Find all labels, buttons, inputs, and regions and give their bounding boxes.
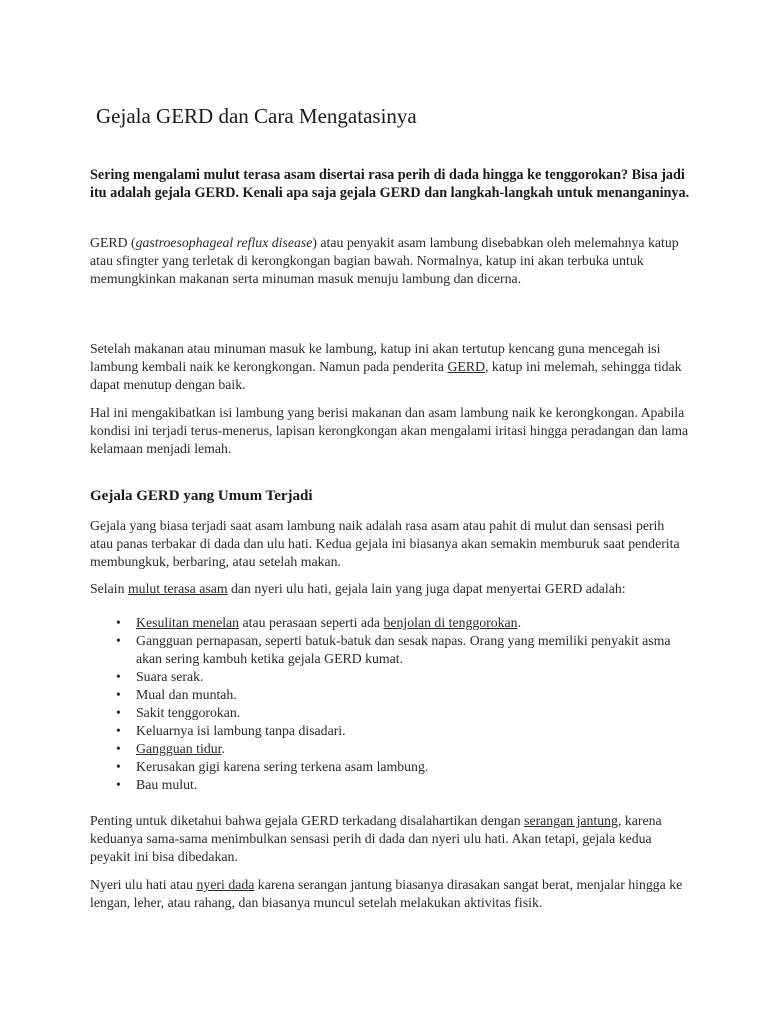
paragraph-common-symptoms: Gejala yang biasa terjadi saat asam lambung naik adalah rasa asam atau pahit di mulut dan sensasi perih atau panas terbakar di dada dan ulu hati. Kedua gejala ini biasanya akan semakin memburuk saat penderita membungkuk, berbaring, atau setelah makan. <box>90 518 680 569</box>
text: Suara serak. <box>136 669 204 684</box>
bullet-icon: • <box>116 723 121 738</box>
text: ) atau penyakit asam lambung disebabkan oleh melemahnya katup atau sfingter yang terletak di kerongkongan bagian bawah. Normalnya, katup ini akan terbuka untuk memungkinkan makanan serta minuman masuk menuju lambung dan dicerna. <box>90 235 679 286</box>
paragraph-other-symptoms-intro <box>90 580 690 598</box>
text: Setelah makanan atau minuman masuk ke lambung, katup ini akan tertutup kencang guna mencegah isi lambung kembali naik ke kerongkongan. Namun pada penderita <box>90 341 661 374</box>
text: karena serangan jantung biasanya dirasakan sangat berat, menjalar hingga ke lengan, leher, atau rahang, dan biasanya muncul setelah melakukan aktivitas fisik. <box>90 877 683 910</box>
link-benjolan-di-tenggorokan[interactable]: benjolan di tenggorokan <box>383 615 518 630</box>
text: Bau mulut. <box>136 777 198 792</box>
bullet-icon: • <box>116 741 121 756</box>
text: . <box>517 615 522 630</box>
text: Mual dan muntah. <box>136 687 237 702</box>
bullet-icon: • <box>116 669 121 684</box>
link-gangguan-tidur[interactable]: Gangguan tidur <box>136 741 222 756</box>
section-heading: Gejala GERD yang Umum Terjadi <box>90 488 313 504</box>
list-item <box>90 668 690 686</box>
paragraph-irritation: Hal ini mengakibatkan isi lambung yang berisi makanan dan asam lambung naik ke kerongkongan. Apabila kondisi ini terjadi terus-menerus, lapisan kerongkongan akan mengalami iritasi hingga peradangan dan lama kelamaan menjadi lemah. <box>90 405 689 456</box>
lead-paragraph: Sering mengalami mulut terasa asam disertai rasa perih di dada hingga ke tenggorokan? Bisa jadi itu adalah gejala GERD. Kenali apa saja gejala GERD dan langkah-langkah untuk menanganinya. <box>90 167 690 201</box>
text: . <box>221 741 225 756</box>
text: Gangguan pernapasan, seperti batuk-batuk dan sesak napas. Orang yang memiliki penyakit asma akan sering kambuh ketika gejala GERD kumat. <box>136 633 671 666</box>
list-item <box>90 722 690 740</box>
bullet-icon: • <box>116 777 121 792</box>
bullet-icon: • <box>116 633 121 648</box>
link-serangan-jantung[interactable]: serangan jantung <box>524 813 618 828</box>
text: Kerusakan gigi karena sering terkena asam lambung. <box>136 759 429 774</box>
text: Penting untuk diketahui bahwa gejala GERD terkadang disalahartikan dengan <box>90 813 525 828</box>
text: GERD ( <box>90 235 136 250</box>
text: Keluarnya isi lambung tanpa disadari. <box>136 723 346 738</box>
text: atau perasaan seperti ada <box>239 615 384 630</box>
paragraph-heart-attack-confusion <box>90 812 690 866</box>
link-gerd[interactable]: GERD <box>447 359 486 374</box>
text: Nyeri ulu hati atau <box>90 877 197 892</box>
paragraph-chest-pain <box>90 876 690 912</box>
link-nyeri-dada[interactable]: nyeri dada <box>196 877 255 892</box>
text: Sakit tenggorokan. <box>136 705 241 720</box>
text: , katup ini melemah, sehingga tidak dapat menutup dengan baik. <box>90 359 682 392</box>
link-kesulitan-menelan[interactable]: Kesulitan menelan <box>136 615 240 630</box>
italic-term: gastroesophageal reflux disease <box>135 235 313 250</box>
bullet-icon: • <box>116 687 121 702</box>
bullet-icon: • <box>116 705 121 720</box>
bullet-icon: • <box>116 759 121 774</box>
list-item <box>90 776 690 794</box>
text: Selain <box>90 581 128 596</box>
paragraph-valve-closing <box>90 340 690 394</box>
page-title: Gejala GERD dan Cara Mengatasinya <box>96 104 417 128</box>
list-item <box>90 614 690 632</box>
text: , karena keduanya sama-sama menimbulkan sensasi perih di dada dan nyeri ulu hati. Akan tetapi, gejala kedua peyakit ini bisa dibedakan. <box>90 813 662 864</box>
list-item <box>90 632 690 668</box>
list-item <box>90 758 690 776</box>
paragraph-gerd-definition <box>90 234 690 288</box>
text: dan nyeri ulu hati, gejala lain yang juga dapat menyertai GERD adalah: <box>227 581 626 596</box>
bullet-icon: • <box>116 615 121 630</box>
list-item <box>90 686 690 704</box>
symptom-list <box>90 614 690 794</box>
list-item <box>90 704 690 722</box>
link-mulut-terasa-asam[interactable]: mulut terasa asam <box>127 581 228 596</box>
list-item <box>90 740 690 758</box>
